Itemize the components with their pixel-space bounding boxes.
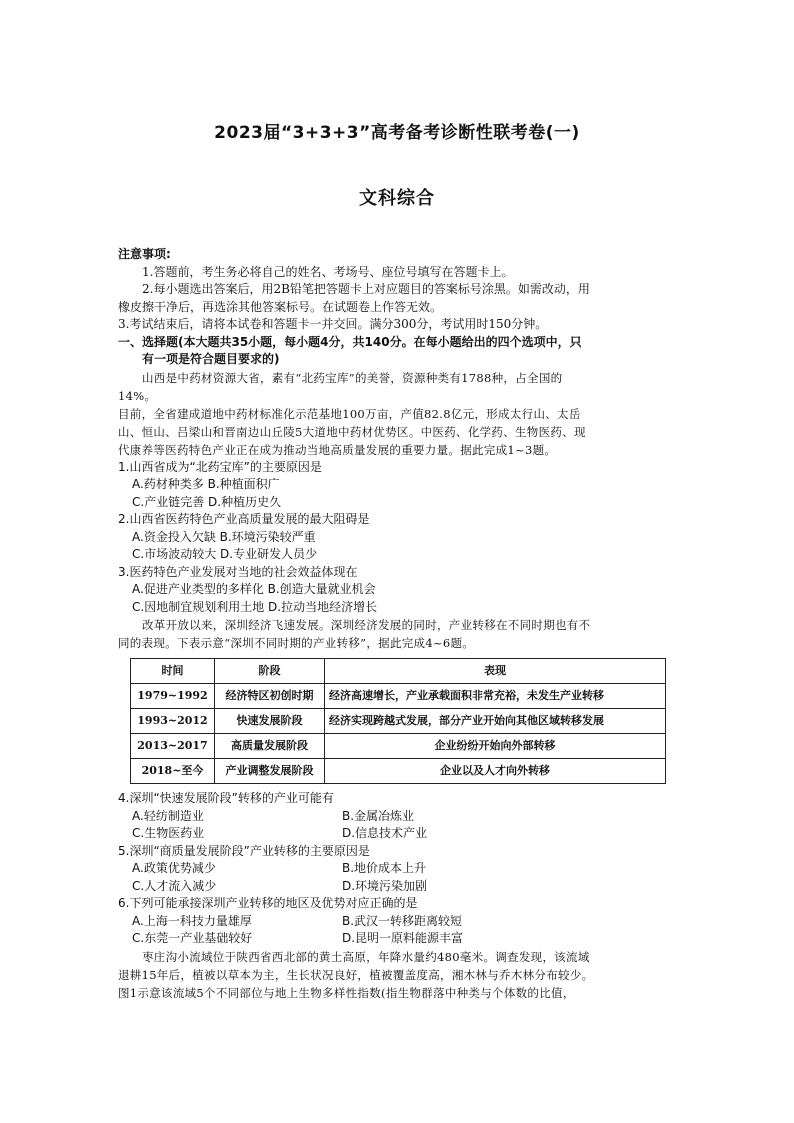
- section-heading-line1: 一、选择题(本大题共35小题，每小题4分，共140分。在每小题给出的四个选项中，只: [118, 334, 582, 349]
- table-row: [131, 684, 666, 709]
- notice-item-2-cont: 橡皮擦干净后，再选涂其他答案标号。在试题卷上作答无效。: [118, 299, 443, 314]
- option: D.昆明一原料能源丰富: [342, 931, 464, 945]
- passage-shenzhen: [118, 616, 686, 652]
- question-options: C.产业链完善 D.种植历史久: [132, 494, 282, 509]
- question-3: [118, 564, 686, 617]
- question-stem: 3.医药特色产业发展对当地的社会效益体现在: [118, 564, 358, 579]
- notice-item-2: 2.每小题选出答案后，用2B铅笔把答题卡上对应题目的答案标号涂黑。如需改动，用: [142, 282, 590, 296]
- table-cell: 快速发展阶段: [215, 709, 325, 734]
- table-cell: 产业调整发展阶段: [215, 759, 325, 784]
- question-5: [118, 843, 686, 896]
- question-options: [118, 878, 686, 896]
- exam-title: 2023届“3+3+3”高考备考诊断性联考卷(一): [214, 123, 580, 143]
- option: B.地价成本上升: [342, 861, 427, 875]
- notice-item-3: 3.考试结束后，请将本试卷和答题卡一并交回。满分300分，考试用时150分钟。: [118, 317, 548, 331]
- passage-line: 山西是中药材资源大省，素有“北药宝库”的美誉，资源种类有1788种，占全国的: [142, 370, 563, 385]
- table-cell: 经济实现跨越式发展，部分产业开始向其他区域转移发展: [325, 709, 666, 734]
- option: B.金属冶炼业: [342, 808, 415, 823]
- passage-line: 山、恒山、吕梁山和晋南边山丘陵5大道地中药材优势区。中医药、化学药、生物医药、现: [118, 424, 586, 439]
- option: C.东莞一产业基础较好: [132, 931, 253, 945]
- question-2: [118, 511, 686, 564]
- passage-line: 同的表现。下表示意“深圳不同时期的产业转移”，据此完成4~6题。: [118, 636, 475, 650]
- table-cell: 1979~1992: [131, 684, 215, 709]
- table-cell: 高质量发展阶段: [215, 734, 325, 759]
- table-row: [131, 734, 666, 759]
- question-options: A.促进产业类型的多样化 B.创造大量就业机会: [132, 582, 376, 596]
- exam-content: [118, 246, 686, 1002]
- question-4: [118, 790, 686, 843]
- question-options: A.药材种类多 B.种植面积广: [132, 477, 280, 491]
- question-options: [118, 913, 686, 931]
- question-options: [118, 930, 686, 948]
- passage-line: 14%。: [118, 388, 157, 403]
- question-options: C.因地制宜规划利用土地 D.拉动当地经济增长: [132, 599, 378, 614]
- industry-transfer-table: [130, 658, 666, 784]
- option: B.武汉一转移距离较短: [342, 913, 463, 928]
- table-cell: 经济特区初创时期: [215, 684, 325, 709]
- table-header: 表现: [325, 659, 666, 684]
- question-stem: 4.深圳“快速发展阶段”转移的产业可能有: [118, 791, 334, 805]
- section-heading-line2: 有一项是符合题目要求的): [142, 352, 280, 366]
- notice-item-1: 1.答题前，考生务必将自己的姓名、考场号、座位号填写在答题卡上。: [142, 264, 514, 279]
- table-header: 阶段: [215, 659, 325, 684]
- table-header: 时间: [131, 659, 215, 684]
- table-header-row: [131, 659, 666, 684]
- table-row: [131, 759, 666, 784]
- question-stem: 2.山西省医药特色产业高质量发展的最大阻碍是: [118, 512, 370, 526]
- passage-line: 代康养等医药特色产业正在成为推动当地高质量发展的重要力量。据此完成1~3题。: [118, 442, 557, 457]
- table-cell: 经济高速增长，产业承载面积非常充裕，未发生产业转移: [325, 684, 666, 709]
- option: C.人才流入减少: [132, 878, 217, 893]
- table-cell: 企业以及人才向外转移: [325, 759, 666, 784]
- option: A.政策优势减少: [132, 861, 216, 875]
- option: D.环境污染加剧: [342, 878, 428, 893]
- question-options: [118, 825, 686, 843]
- passage-line: 退耕15年后，植被以草本为主，生长状况良好，植被覆盖度高，湘木林与乔木林分布较少。: [118, 967, 594, 982]
- option: C.生物医药业: [132, 826, 205, 840]
- passage-loess: [118, 948, 686, 1002]
- question-6: [118, 895, 686, 948]
- table-cell: 2013~2017: [131, 734, 215, 759]
- passage-line: 改革开放以来，深圳经济飞速发展。深圳经济发展的同时，产业转移在不同时期也有不: [142, 618, 591, 632]
- exam-subject: 文科综合: [359, 188, 435, 209]
- passage-line: 枣庄沟小流域位于陕西省西北部的黄土高原，年降水量约480毫米。调查发现，该流域: [142, 949, 590, 964]
- question-1: [118, 459, 686, 512]
- option: D.信息技术产业: [342, 826, 428, 840]
- question-options: C.市场波动较大 D.专业研发人员少: [132, 547, 318, 561]
- table-cell: 1993~2012: [131, 709, 215, 734]
- notice-heading: 注意事项:: [118, 247, 171, 261]
- option: A.上海一科技力量雄厚: [132, 913, 252, 928]
- question-options: A.资金投入欠缺 B.环境污染较严重: [132, 529, 316, 544]
- question-stem: 1.山西省成为“北药宝库”的主要原因是: [118, 459, 322, 474]
- passage-shanxi: [118, 369, 686, 459]
- passage-line: 目前，全省建成道地中药材标准化示范基地100万亩，产值82.8亿元，形成太行山、太岳: [118, 406, 581, 421]
- table-row: [131, 709, 666, 734]
- question-options: [118, 860, 686, 878]
- question-options: [118, 808, 686, 826]
- question-stem: 6.下列可能承接深圳产业转移的地区及优势对应正确的是: [118, 896, 418, 910]
- table-cell: 企业纷纷开始向外部转移: [325, 734, 666, 759]
- question-stem: 5.深圳“商质量发展阶段”产业转移的主要原因是: [118, 843, 370, 858]
- table-cell: 2018~至今: [131, 759, 215, 784]
- option: A.轻纺制造业: [132, 808, 204, 823]
- passage-line: 图1示意该流域5个不同部位与地上生物多样性指数(指生物群落中种类与个体数的比值，: [118, 985, 575, 1000]
